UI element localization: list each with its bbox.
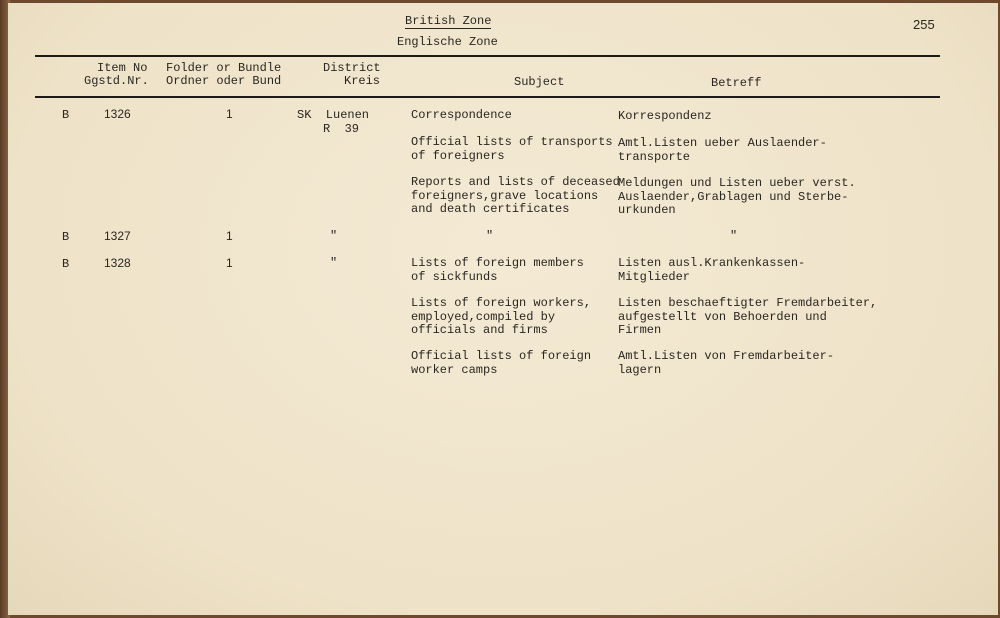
row-subject: Official lists of foreign worker camps xyxy=(411,349,592,377)
col-item-en: Item No xyxy=(97,61,148,75)
row-betreff: Listen beschaeftigter Fremdarbeiter, aufgestellt von Behoerden und Firmen xyxy=(618,296,878,337)
row-subject: Correspondence xyxy=(411,108,512,122)
row-folder: 1 xyxy=(226,229,233,243)
row-district-ditto: " xyxy=(330,256,338,270)
col-folder-en: Folder or Bundle xyxy=(166,61,282,75)
row-betreff: Korrespondenz xyxy=(618,109,712,123)
row-subject: Lists of foreign members of sickfunds xyxy=(411,256,584,284)
row-betreff: Amtl.Listen von Fremdarbeiter- lagern xyxy=(618,349,835,377)
row-folder: 1 xyxy=(226,256,233,270)
row-betreff-ditto: " xyxy=(730,229,738,243)
row-district: SK Luenen xyxy=(297,108,370,122)
row-item-number: 1326 xyxy=(104,107,131,121)
row-subject: Official lists of transports of foreigners xyxy=(411,135,613,163)
row-item-number: 1327 xyxy=(104,229,131,243)
row-subject: Reports and lists of deceased foreigners,grave locations and death certificates xyxy=(411,175,620,216)
col-betreff: Betreff xyxy=(711,76,762,90)
col-item-de: Ggstd.Nr. xyxy=(84,74,149,88)
row-prefix: B xyxy=(62,230,70,244)
row-subject: Lists of foreign workers, employed,compiled by officials and firms xyxy=(411,296,592,337)
row-district-line2: R 39 xyxy=(323,122,360,136)
row-subject-ditto: " xyxy=(486,229,494,243)
col-folder-de: Ordner oder Bund xyxy=(166,74,282,88)
zone-title: British Zone xyxy=(405,14,492,28)
row-prefix: B xyxy=(62,108,70,122)
top-rule xyxy=(35,55,940,57)
col-district-en: District xyxy=(323,61,381,75)
header-rule xyxy=(35,96,940,98)
row-betreff: Amtl.Listen ueber Auslaender- transporte xyxy=(618,136,827,164)
col-subject: Subject xyxy=(514,75,565,89)
page-number: 255 xyxy=(913,17,935,32)
row-folder: 1 xyxy=(226,107,233,121)
row-betreff: Meldungen und Listen ueber verst. Auslaender,Grablagen und Sterbe- urkunden xyxy=(618,176,856,217)
zone-subtitle: Englische Zone xyxy=(397,35,498,49)
row-prefix: B xyxy=(62,257,70,271)
col-district-de: Kreis xyxy=(344,74,381,88)
row-betreff: Listen ausl.Krankenkassen- Mitglieder xyxy=(618,256,806,284)
row-district-ditto: " xyxy=(330,229,338,243)
row-item-number: 1328 xyxy=(104,256,131,270)
